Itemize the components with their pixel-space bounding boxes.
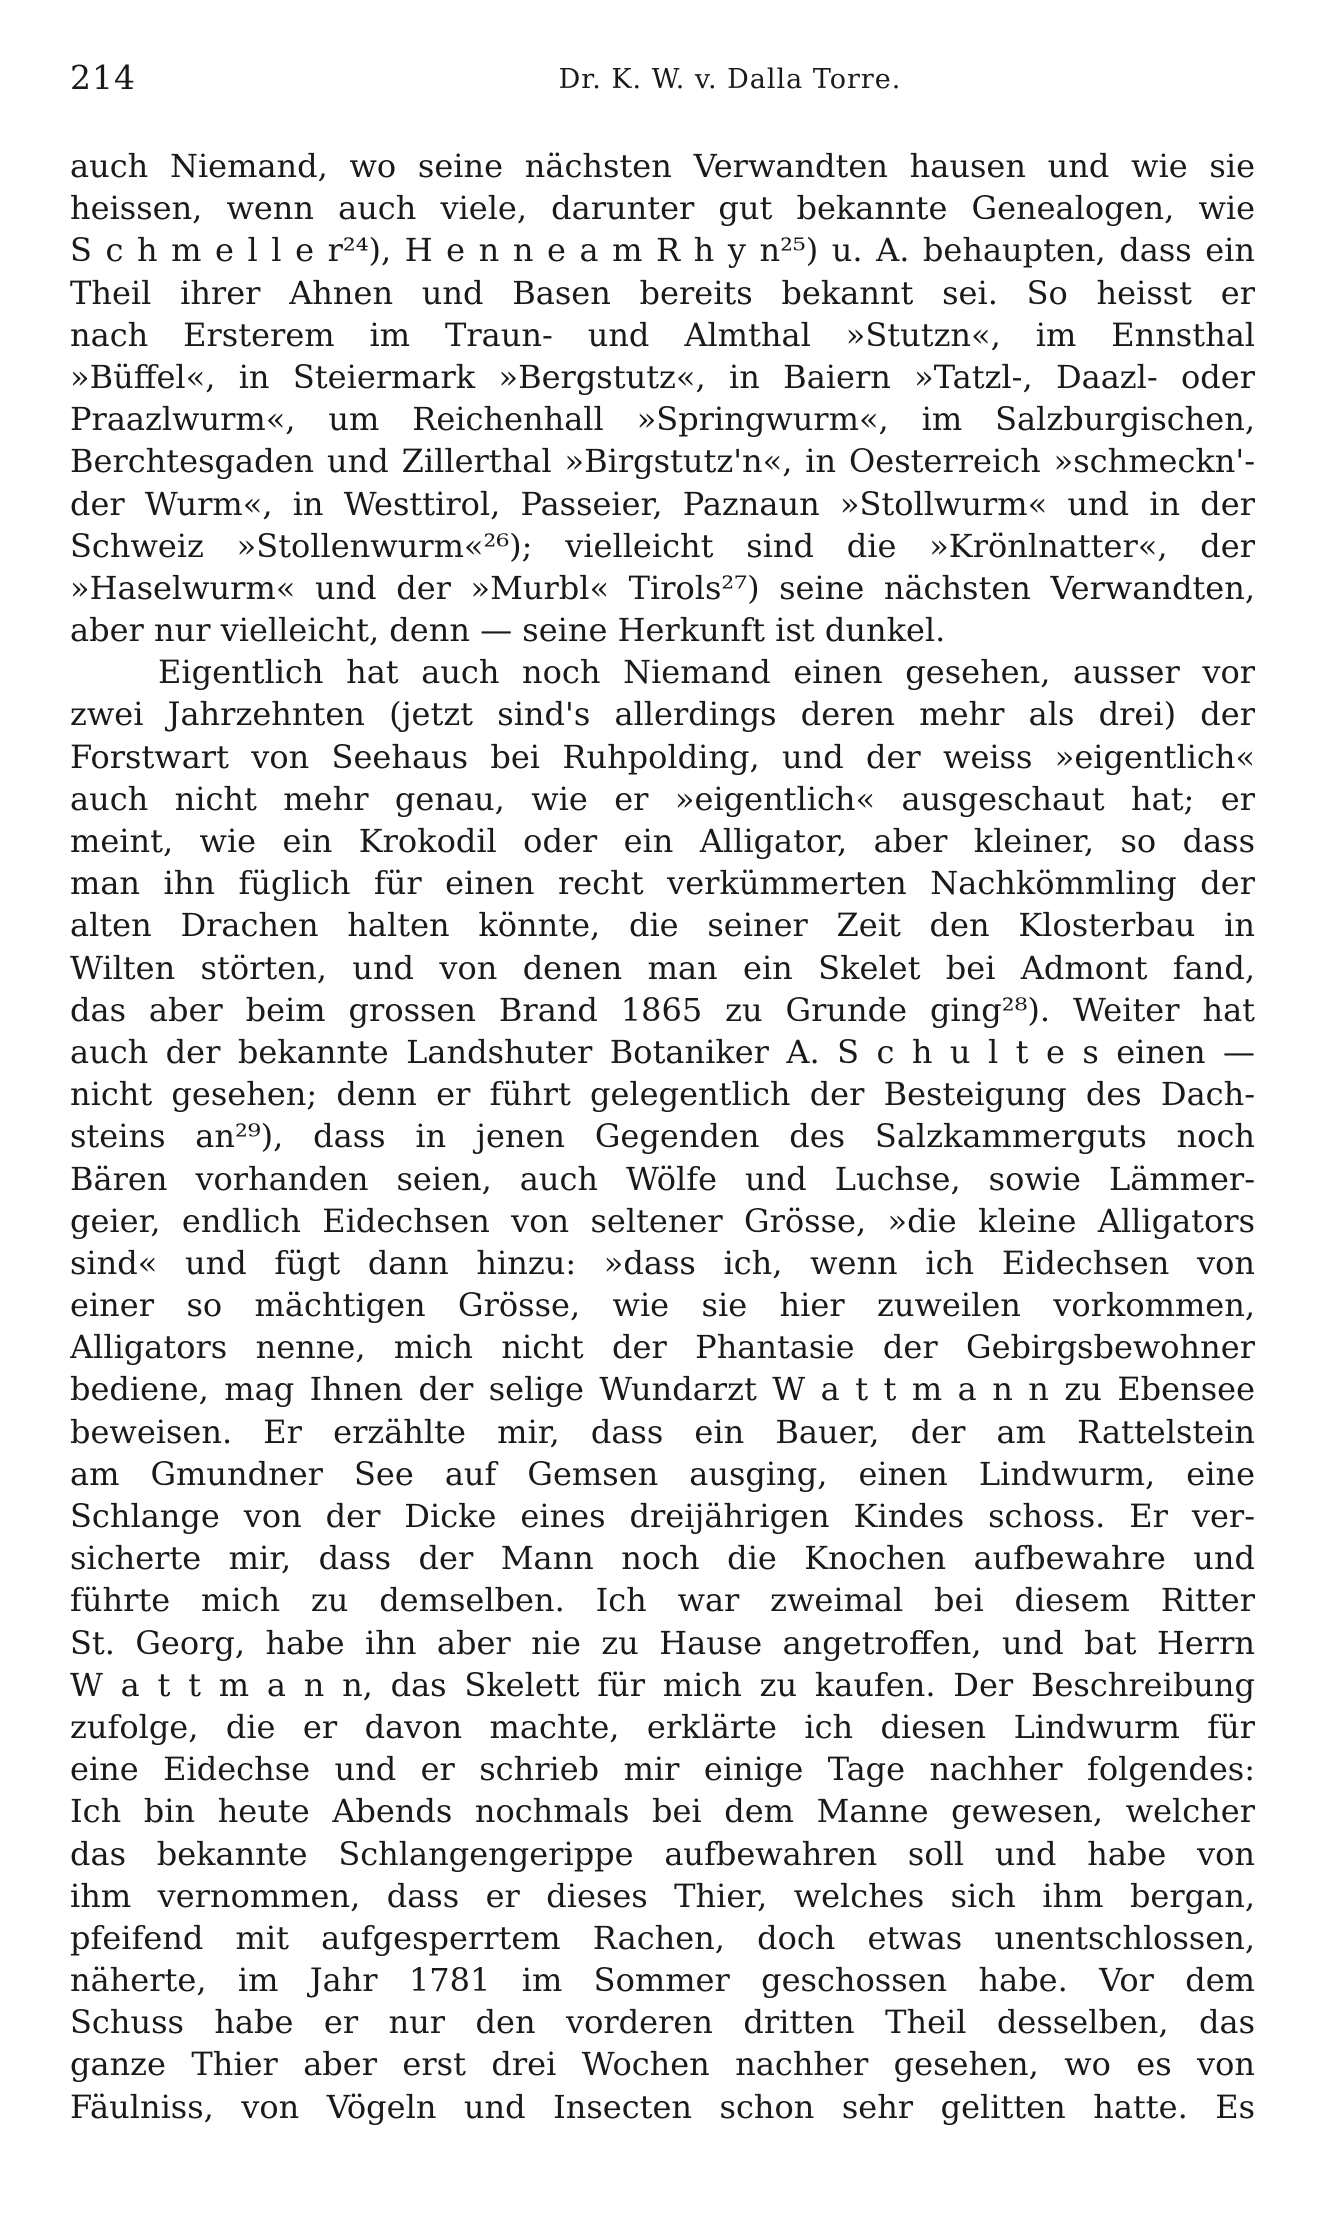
text-line: ihm vernommen, dass er dieses Thier, welches sich ihm bergan, <box>70 1876 1255 1915</box>
text-line: sicherte mir, dass der Mann noch die Knochen aufbewahre und <box>70 1539 1255 1578</box>
text-line: auch Niemand, wo seine nächsten Verwandten hausen und wie sie <box>70 147 1255 185</box>
text-line: am Gmundner See auf Gemsen ausging, einen Lindwurm, eine <box>70 1454 1255 1493</box>
text-line: meint, wie ein Krokodil oder ein Alligator, aber kleiner, so dass <box>70 822 1255 860</box>
text-line: nach Ersterem im Traun- und Almthal »Stutzn«, im Ennsthal <box>70 315 1255 354</box>
body-text <box>70 145 1255 2128</box>
text-line: W a t t m a n n, das Skelett für mich zu kaufen. Der Beschreibung <box>70 1665 1255 1704</box>
text-line: Wilten störten, und von denen man ein Skelet bei Admont fand, <box>70 948 1255 987</box>
text-line: steins an²⁹), dass in jenen Gegenden des Salzkammerguts noch <box>70 1117 1255 1156</box>
page-header <box>70 52 1255 102</box>
text-line: der Wurm«, in Westtirol, Passeier, Paznaun »Stollwurm« und in der <box>70 484 1255 523</box>
text-line: Theil ihrer Ahnen und Basen bereits bekannt sei. So heisst er <box>70 273 1255 312</box>
text-line: alten Drachen halten könnte, die seiner Zeit den Klosterbau in <box>70 906 1255 945</box>
text-line: »Haselwurm« und der »Murbl« Tirols²⁷) seine nächsten Verwandten, <box>70 568 1255 607</box>
text-line: »Büffel«, in Steiermark »Bergstutz«, in Baiern »Tatzl-, Daazl- oder <box>70 357 1255 396</box>
page-number: 214 <box>70 58 136 97</box>
text-line: zufolge, die er davon machte, erklärte ich diesen Lindwurm für <box>70 1707 1255 1746</box>
text-line: eine Eidechse und er schrieb mir einige Tage nachher folgendes: <box>70 1750 1255 1789</box>
text-line: Schlange von der Dicke eines dreijährigen Kindes schoss. Er ver- <box>70 1497 1255 1535</box>
text-line: S c h m e l l e r²⁴), H e n n e a m R h y n²⁵) u. A. behaupten, dass ein <box>70 231 1255 270</box>
text-line: Schweiz »Stollenwurm«²⁶); vielleicht sind die »Krönlnatter«, der <box>70 526 1255 565</box>
text-line: pfeifend mit aufgesperrtem Rachen, doch etwas unentschlossen, <box>70 1918 1255 1957</box>
text-line: Berchtesgaden und Zillerthal »Birgstutz'n«, in Oesterreich »schmeckn'- <box>70 442 1255 481</box>
text-line: einer so mächtigen Grösse, wie sie hier zuweilen vorkommen, <box>70 1286 1255 1325</box>
text-line: heissen, wenn auch viele, darunter gut bekannte Genealogen, wie <box>70 189 1255 228</box>
text-line: auch der bekannte Landshuter Botaniker A. S c h u l t e s einen — <box>70 1032 1255 1071</box>
text-line: Schuss habe er nur den vorderen dritten Theil desselben, das <box>70 2003 1255 2042</box>
text-line: näherte, im Jahr 1781 im Sommer geschossen habe. Vor dem <box>70 1961 1255 2000</box>
text-line: Forstwart von Seehaus bei Ruhpolding, und der weiss »eigentlich« <box>70 737 1255 776</box>
text-line: St. Georg, habe ihn aber nie zu Hause angetroffen, und bat Herrn <box>70 1623 1255 1662</box>
text-line: Alligators nenne, mich nicht der Phantasie der Gebirgsbewohner <box>70 1328 1255 1367</box>
text-line: Fäulniss, von Vögeln und Insecten schon sehr gelitten hatte. Es <box>70 2087 1255 2126</box>
text-line: auch nicht mehr genau, wie er »eigentlich« ausgeschaut hat; er <box>70 779 1255 818</box>
text-line: das bekannte Schlangengerippe aufbewahren soll und habe von <box>70 1834 1255 1873</box>
text-line: nicht gesehen; denn er führt gelegentlich der Besteigung des Dach- <box>70 1075 1255 1114</box>
text-line: bediene, mag Ihnen der selige Wundarzt W a t t m a n n zu Ebensee <box>70 1370 1255 1409</box>
text-line: geier, endlich Eidechsen von seltener Grösse, »die kleine Alligators <box>70 1201 1255 1240</box>
text-line: beweisen. Er erzählte mir, dass ein Bauer, der am Rattelstein <box>70 1412 1255 1451</box>
text-line: sind« und fügt dann hinzu: »dass ich, wenn ich Eidechsen von <box>70 1243 1255 1282</box>
text-line: zwei Jahrzehnten (jetzt sind's allerdings deren mehr als drei) der <box>70 695 1255 734</box>
text-line: Bären vorhanden seien, auch Wölfe und Luchse, sowie Lämmer- <box>70 1159 1255 1198</box>
text-line: Praazlwurm«, um Reichenhall »Springwurm«, im Salzburgischen, <box>70 400 1255 439</box>
text-line: aber nur vielleicht, denn — seine Herkunft ist dunkel. <box>70 611 946 650</box>
text-line: Ich bin heute Abends nochmals bei dem Manne gewesen, welcher <box>70 1792 1255 1831</box>
text-line: führte mich zu demselben. Ich war zweimal bei diesem Ritter <box>70 1581 1255 1620</box>
running-title: Dr. K. W. v. Dalla Torre. <box>558 64 902 95</box>
text-line: das aber beim grossen Brand 1865 zu Grunde ging²⁸). Weiter hat <box>70 990 1255 1029</box>
text-line: Eigentlich hat auch noch Niemand einen gesehen, ausser vor <box>158 653 1255 692</box>
text-line: ganze Thier aber erst drei Wochen nachher gesehen, wo es von <box>70 2045 1255 2084</box>
text-line: man ihn füglich für einen recht verkümmerten Nachkömmling der <box>70 864 1255 903</box>
